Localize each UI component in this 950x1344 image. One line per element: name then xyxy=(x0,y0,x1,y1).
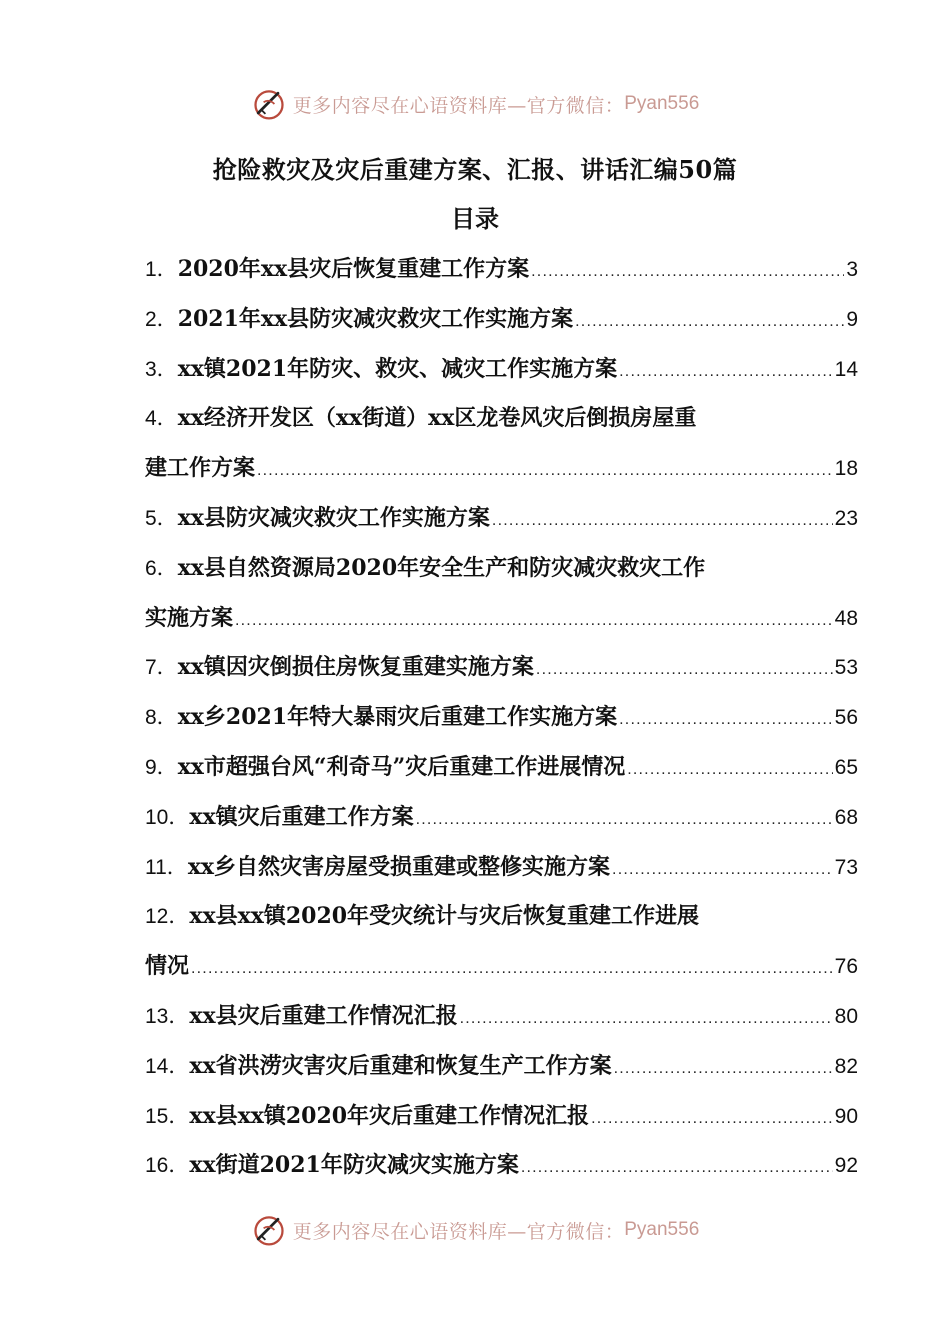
toc-page-number: 76 xyxy=(834,955,858,979)
toc-line xyxy=(145,1092,858,1142)
toc-title: xx县xx镇2020年受灾统计与灾后恢复重建工作进展 xyxy=(189,903,700,930)
watermark-wechat-id: Pyan556 xyxy=(624,1219,700,1240)
toc-number: 3． xyxy=(145,357,178,381)
toc-number: 7． xyxy=(145,656,178,680)
toc-line xyxy=(145,743,858,793)
toc-number: 10． xyxy=(145,805,190,829)
watermark-text: 更多内容尽在心语资料库—官方微信： xyxy=(292,1220,625,1243)
toc-entry[interactable] xyxy=(145,793,858,843)
toc-number: 13． xyxy=(145,1004,190,1028)
toc-line xyxy=(145,693,858,743)
toc-line-continuation xyxy=(145,594,858,644)
toc-leader-dots xyxy=(591,1094,833,1144)
toc-page-number: 14 xyxy=(834,357,858,381)
watermark-wechat-id: Pyan556 xyxy=(624,93,700,114)
toc-leader-dots xyxy=(619,695,832,745)
toc-leader-dots xyxy=(536,645,833,695)
toc-entry[interactable] xyxy=(145,743,858,793)
toc-entry[interactable] xyxy=(145,544,858,644)
toc-page-number: 82 xyxy=(834,1054,858,1078)
toc-line xyxy=(145,494,858,544)
toc-title-continuation: 建工作方案 xyxy=(145,455,256,482)
toc-line xyxy=(145,1141,858,1191)
table-of-contents xyxy=(145,245,858,1191)
toc-title: xx街道2021年防灾减灾实施方案 xyxy=(189,1152,519,1179)
toc-leader-dots xyxy=(575,297,844,347)
toc-number: 16． xyxy=(145,1154,190,1178)
toc-number: 14． xyxy=(145,1054,190,1078)
toc-number: 6． xyxy=(145,556,178,580)
toc-leader-dots xyxy=(612,845,833,895)
watermark-text: 更多内容尽在心语资料库—官方微信： xyxy=(292,94,625,117)
toc-heading: 目录 xyxy=(451,204,499,233)
toc-line-continuation xyxy=(145,444,858,494)
toc-title: xx镇因灾倒损住房恢复重建实施方案 xyxy=(177,654,534,681)
toc-title: xx乡自然灾害房屋受损重建或整修实施方案 xyxy=(187,853,611,880)
toc-page-number: 48 xyxy=(834,606,858,630)
toc-line xyxy=(145,394,858,444)
toc-leader-dots xyxy=(531,247,844,297)
toc-title: xx县防灾减灾救灾工作实施方案 xyxy=(177,504,490,531)
toc-page-number: 53 xyxy=(834,656,858,680)
toc-leader-dots xyxy=(492,496,833,546)
pen-logo-icon xyxy=(251,1212,287,1248)
toc-leader-dots xyxy=(614,1044,833,1094)
toc-entry[interactable] xyxy=(145,394,858,494)
toc-title: xx镇2021年防灾、救灾、减灾工作实施方案 xyxy=(177,355,618,382)
toc-entry[interactable] xyxy=(145,295,858,345)
toc-number: 15． xyxy=(145,1104,190,1128)
toc-title: xx县xx镇2020年灾后重建工作情况汇报 xyxy=(189,1102,590,1129)
toc-number: 12． xyxy=(145,905,190,929)
toc-entry[interactable] xyxy=(145,693,858,743)
toc-title: 2020年xx县灾后恢复重建工作方案 xyxy=(177,256,530,282)
toc-page-number: 18 xyxy=(834,457,858,481)
toc-number: 4． xyxy=(145,407,178,431)
toc-page-number: 68 xyxy=(834,805,858,829)
toc-page-number: 23 xyxy=(834,506,858,530)
toc-title: xx镇灾后重建工作方案 xyxy=(189,803,414,830)
toc-leader-dots xyxy=(619,347,832,397)
toc-entry[interactable] xyxy=(145,892,858,992)
watermark-bottom xyxy=(0,1210,950,1250)
toc-leader-dots xyxy=(191,944,833,994)
toc-number: 9． xyxy=(145,755,178,779)
toc-title: xx经济开发区（xx街道）xx区龙卷风灾后倒损房屋重 xyxy=(177,405,697,432)
toc-number: 8． xyxy=(145,706,178,730)
toc-title: xx省洪涝灾害灾后重建和恢复生产工作方案 xyxy=(189,1052,612,1079)
toc-number: 11． xyxy=(145,855,188,879)
toc-number: 5． xyxy=(145,506,178,530)
toc-entry[interactable] xyxy=(145,643,858,693)
toc-entry[interactable] xyxy=(145,992,858,1042)
toc-title: xx县自然资源局2020年安全生产和防灾减灾救灾工作 xyxy=(177,554,706,581)
toc-page-number: 3 xyxy=(846,258,858,281)
toc-page-number: 9 xyxy=(846,307,858,331)
toc-title: 2021年xx县防灾减灾救灾工作实施方案 xyxy=(177,305,574,332)
toc-number: 1． xyxy=(145,258,178,281)
toc-page-number: 80 xyxy=(834,1004,858,1028)
toc-entry[interactable] xyxy=(145,345,858,395)
toc-title-continuation: 情况 xyxy=(145,953,190,980)
toc-entry[interactable] xyxy=(145,245,858,295)
toc-leader-dots xyxy=(627,745,832,795)
toc-title: xx乡2021年特大暴雨灾后重建工作实施方案 xyxy=(177,704,618,731)
toc-title-continuation: 实施方案 xyxy=(145,604,234,631)
toc-entry[interactable] xyxy=(145,843,858,893)
toc-entry[interactable] xyxy=(145,1141,858,1191)
toc-leader-dots xyxy=(521,1143,833,1193)
toc-number: 2． xyxy=(145,307,178,331)
toc-entry[interactable] xyxy=(145,1042,858,1092)
toc-line xyxy=(145,1042,858,1092)
toc-page-number: 73 xyxy=(834,855,858,879)
toc-line xyxy=(145,245,858,295)
toc-line xyxy=(145,843,858,893)
toc-line-continuation xyxy=(145,942,858,992)
toc-page-number: 65 xyxy=(834,755,858,779)
toc-line xyxy=(145,544,858,594)
document-title: 抢险救灾及灾后重建方案、汇报、讲话汇编50篇 xyxy=(212,155,738,184)
toc-line xyxy=(145,345,858,395)
toc-line xyxy=(145,643,858,693)
pen-logo-icon xyxy=(251,86,287,122)
watermark-top xyxy=(0,84,950,124)
toc-entry[interactable] xyxy=(145,494,858,544)
toc-page-number: 56 xyxy=(834,706,858,730)
toc-entry[interactable] xyxy=(145,1092,858,1142)
toc-line xyxy=(145,892,858,942)
toc-title: xx县灾后重建工作情况汇报 xyxy=(189,1002,458,1029)
toc-page-number: 92 xyxy=(834,1154,858,1178)
toc-page-number: 90 xyxy=(834,1104,858,1128)
toc-title: xx市超强台风“利奇马”灾后重建工作进展情况 xyxy=(177,753,626,780)
toc-line xyxy=(145,992,858,1042)
toc-leader-dots xyxy=(460,994,833,1044)
toc-line xyxy=(145,793,858,843)
toc-leader-dots xyxy=(257,446,833,496)
toc-line xyxy=(145,295,858,345)
toc-leader-dots xyxy=(416,795,833,845)
toc-leader-dots xyxy=(235,596,833,646)
